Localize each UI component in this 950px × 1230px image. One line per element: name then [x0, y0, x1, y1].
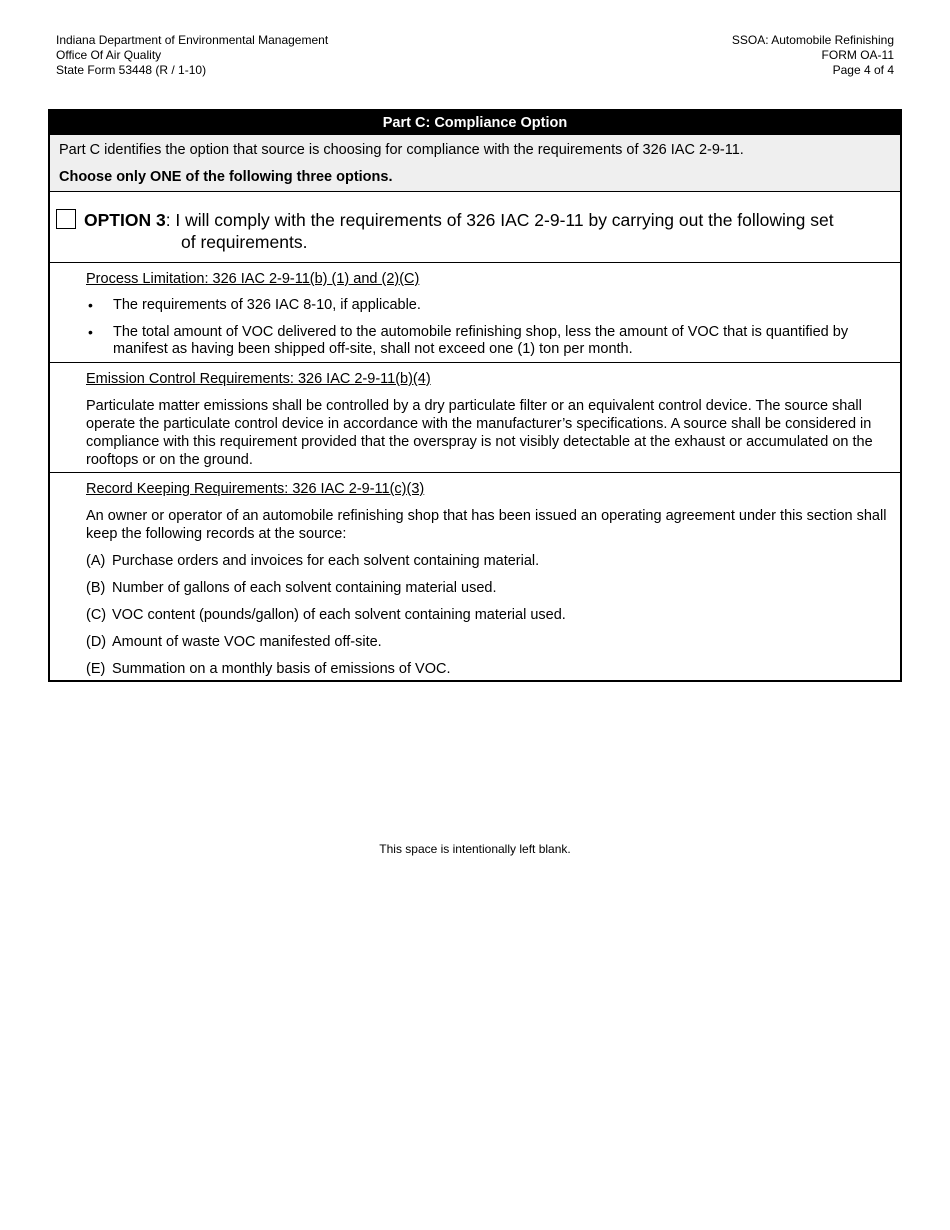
list-item: (C) VOC content (pounds/gallon) of each solvent containing material used. — [86, 607, 566, 623]
record-keeping-list — [86, 552, 888, 678]
option-3-checkbox[interactable] — [56, 209, 76, 229]
emission-control-section — [50, 363, 900, 473]
list-item: (E) Summation on a monthly basis of emissions of VOC. — [86, 661, 451, 677]
page-number: Page 4 of 4 — [832, 63, 894, 77]
process-limitation-heading: Process Limitation: 326 IAC 2-9-11(b) (1) and (2)(C) — [86, 271, 420, 287]
record-keeping-text: An owner or operator of an automobile refinishing shop that has been issued an operating agreement under this section shall keep the following records at the source: — [86, 508, 887, 542]
option-3-line2: of requirements. — [181, 232, 308, 252]
blank-space-note: This space is intentionally left blank. — [379, 842, 571, 856]
list-item: • The total amount of VOC delivered to the automobile refinishing shop, less the amount of VOC that is quantified by manifest as having been shipped off-site, shall not exceed one (1) ton per month. — [88, 324, 849, 357]
list-item: • The requirements of 326 IAC 8-10, if applicable. — [88, 297, 421, 313]
record-keeping-section — [50, 473, 900, 680]
intro-text: Part C identifies the option that source is choosing for compliance with the requirements of 326 IAC 2-9-11. — [59, 142, 744, 158]
option-3-row — [50, 192, 900, 263]
form-id: FORM OA-11 — [821, 48, 894, 62]
instruction-text: Choose only ONE of the following three options. — [59, 169, 393, 185]
record-keeping-heading: Record Keeping Requirements: 326 IAC 2-9-11(c)(3) — [86, 481, 425, 497]
list-item: (A) Purchase orders and invoices for each solvent containing material. — [86, 553, 540, 569]
office-name: Office Of Air Quality — [56, 48, 162, 62]
bullet-icon: • — [88, 324, 93, 340]
list-item: (B) Number of gallons of each solvent containing material used. — [86, 580, 497, 596]
form-subject: SSOA: Automobile Refinishing — [731, 33, 894, 47]
compliance-option-form — [48, 109, 902, 682]
state-form-number: State Form 53448 (R / 1-10) — [56, 63, 207, 77]
option-3-text — [84, 209, 890, 253]
part-intro — [50, 135, 900, 192]
bullet-icon: • — [88, 297, 93, 313]
agency-name: Indiana Department of Environmental Management — [56, 33, 329, 47]
option-3-label: OPTION 3 — [84, 210, 166, 230]
process-limitation-list — [86, 297, 888, 358]
part-title: Part C: Compliance Option — [50, 111, 900, 135]
process-limitation-section — [50, 263, 900, 363]
header-agency-block — [56, 33, 328, 78]
emission-control-text: Particulate matter emissions shall be controlled by a dry particulate filter or an equivalent control device. The source shall operate the particulate control device in accordance with the manufacturer’s specifications. A source shall be considered in compliance with this requirement provided that the overspray is not visibly detectable at the exhaust or accumulated on the rooftops or on the ground. — [86, 398, 873, 468]
list-item: (D) Amount of waste VOC manifested off-site. — [86, 634, 382, 650]
emission-control-heading: Emission Control Requirements: 326 IAC 2-9-11(b)(4) — [86, 371, 431, 387]
option-3-line1: : I will comply with the requirements of 326 IAC 2-9-11 by carrying out the following set — [165, 210, 834, 230]
header-form-block — [732, 33, 894, 78]
